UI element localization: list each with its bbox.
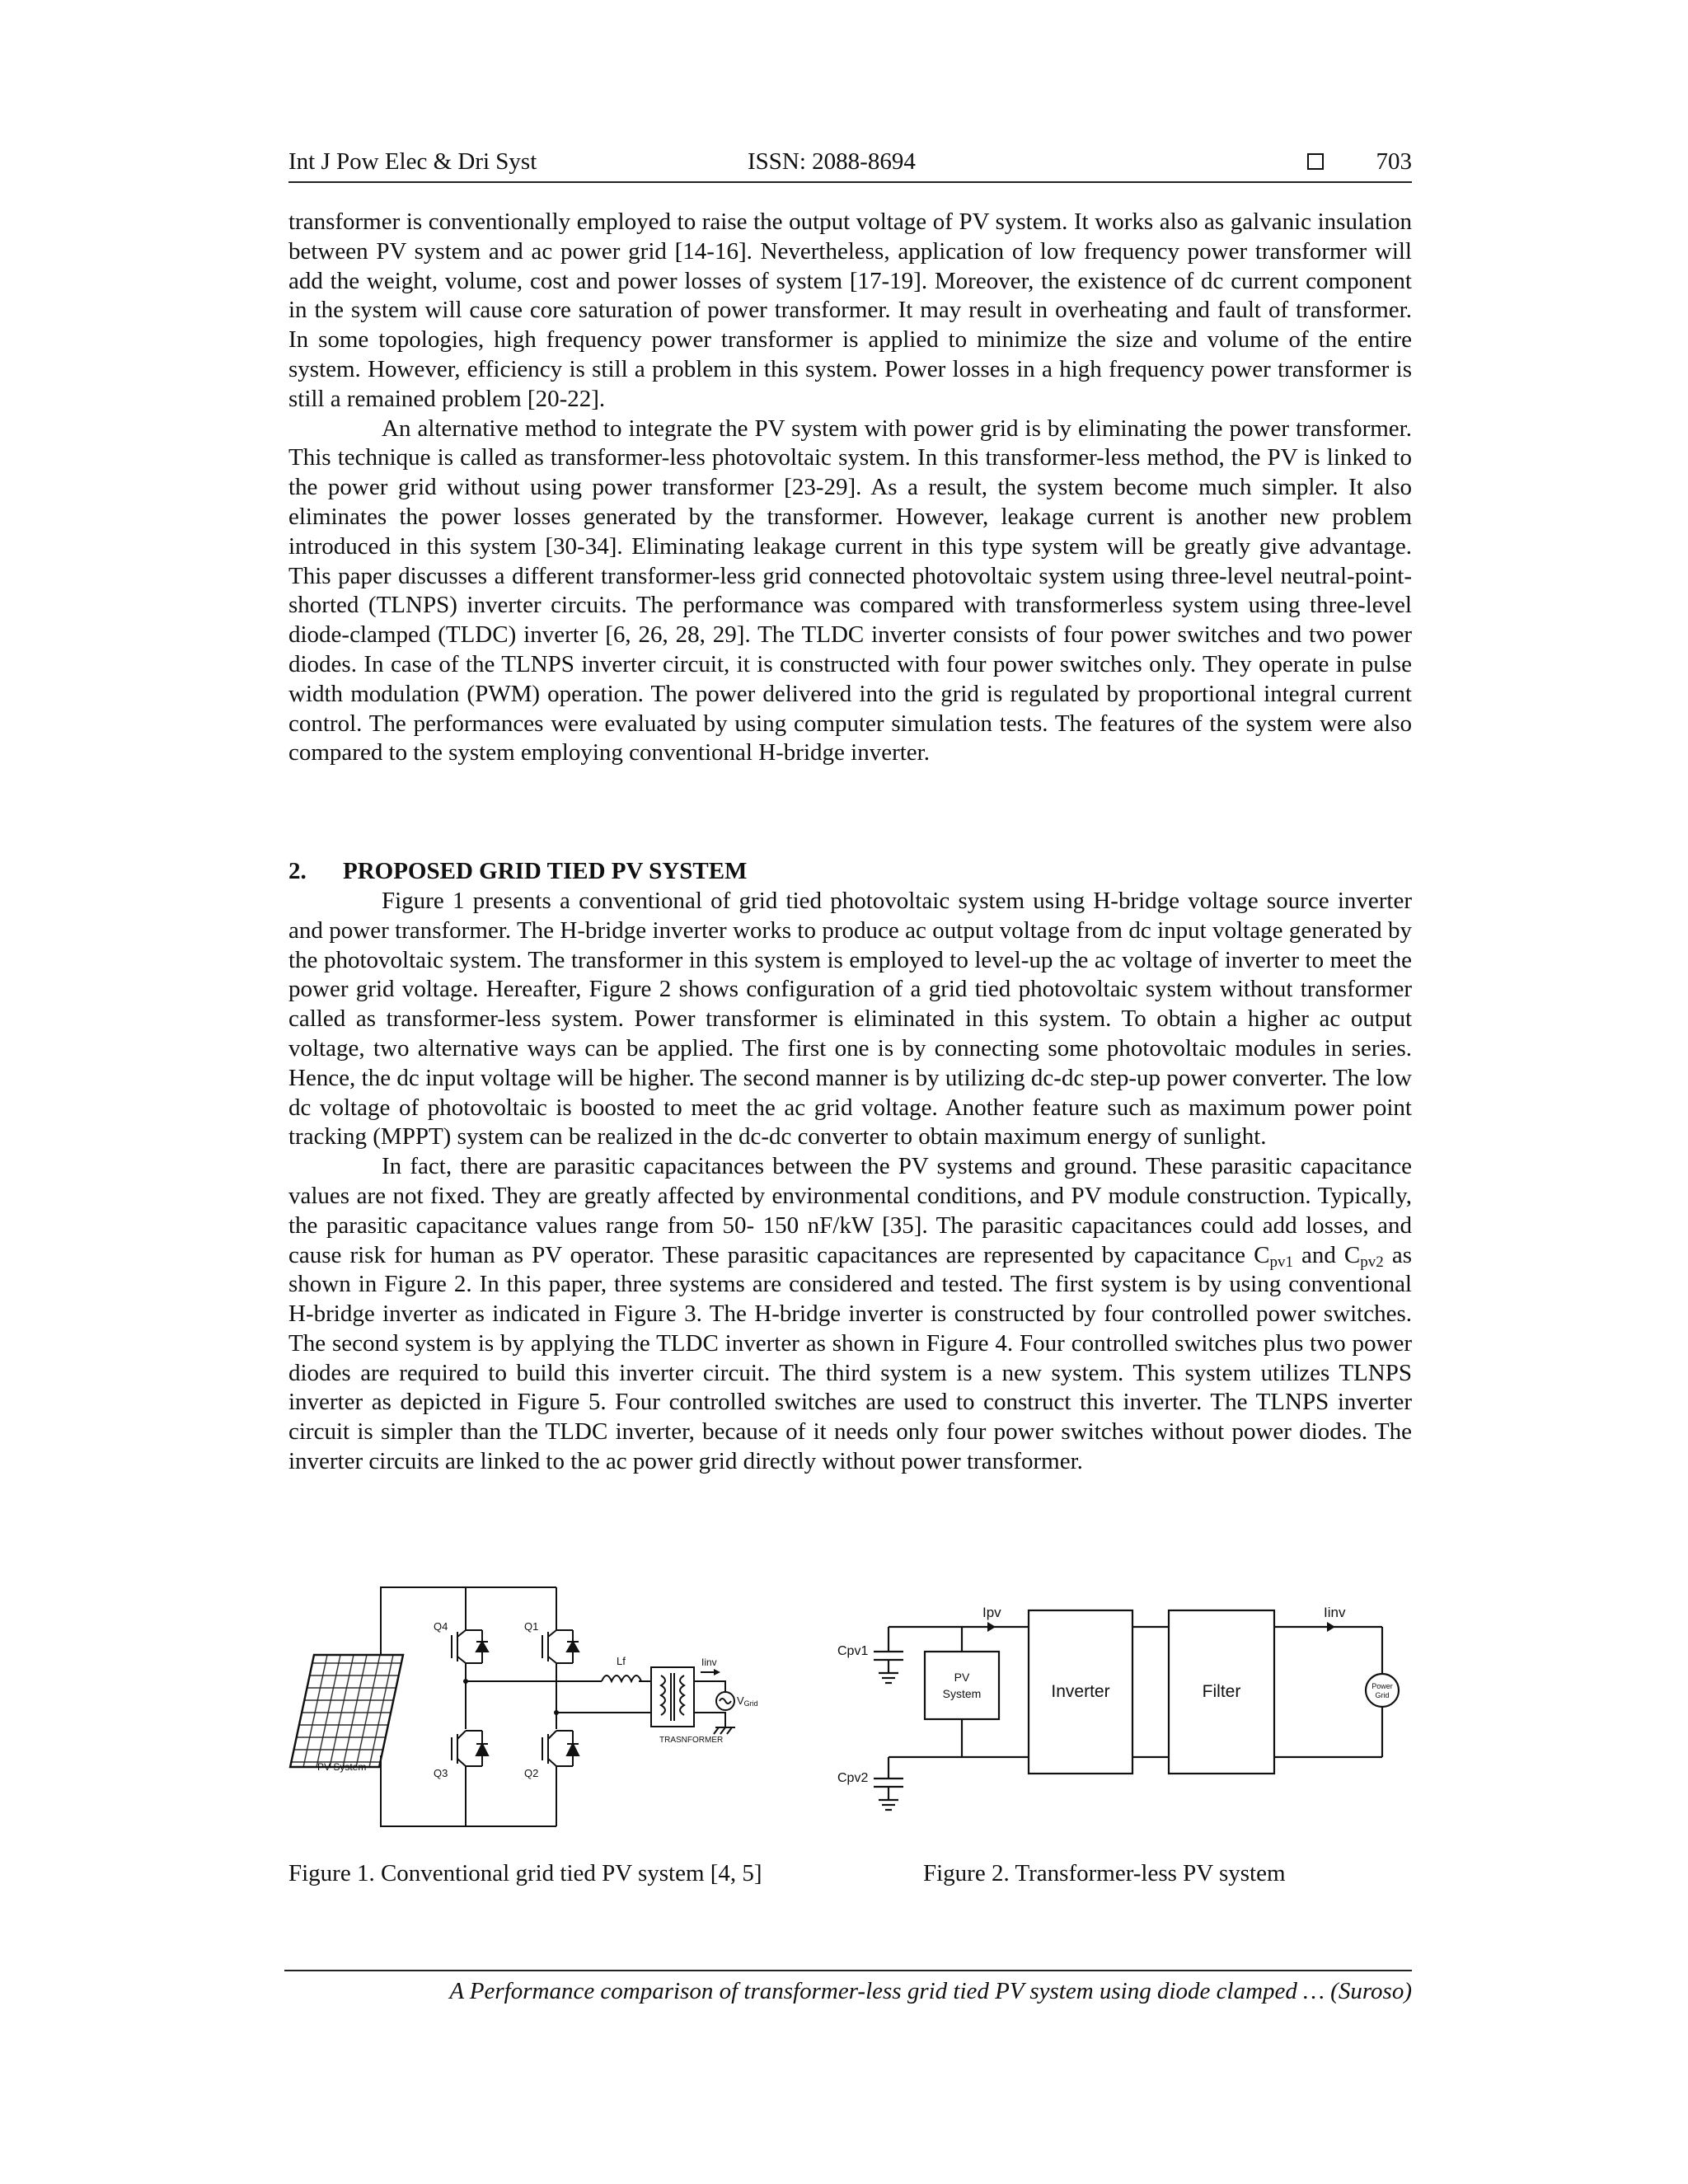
label-q2: Q2: [524, 1767, 539, 1779]
body-text: [288, 208, 1412, 1477]
figure-1-circuit: [288, 1581, 801, 1833]
label-iinv: Iinv: [701, 1657, 717, 1668]
label-inverter: Inverter: [1051, 1682, 1110, 1701]
figure-1-caption: Figure 1. Conventional grid tied PV system [4, 5]: [288, 1860, 762, 1886]
label-iinv: Iinv: [1324, 1605, 1346, 1620]
switch-q3-icon: [452, 1731, 488, 1766]
label-pv-system: PV System: [317, 1761, 367, 1773]
issn: ISSN: 2088-8694: [748, 148, 916, 175]
page-number: 703: [1376, 148, 1412, 175]
paragraph: transformer is conventionally employed to raise the output voltage of PV system. It works also as galvanic insulation between PV system and ac power grid [14-16]. Nevertheless, application of low frequency power transformer will add the weight, volume, cost and power losses of system [17-19]. Moreover, the existence of dc current component in the system will cause core saturation of power transformer. It may result in overheating and fault of transformer. In some topologies, high frequency power transformer is applied to minimize the size and volume of the entire system. However, efficiency is still a problem in this system. Power losses in a high frequency power transformer is still a remained problem [20-22].: [288, 209, 1412, 412]
section-number: 2.: [288, 858, 307, 885]
paragraph: Figure 1 presents a conventional of grid tied photovoltaic system using H-bridge voltage source inverter and power transformer. The H-bridge inverter works to produce ac output voltage from dc input voltage generated by the photovoltaic system. The transformer in this system is employed to level-up the ac voltage of inverter to meet the power grid voltage. Hereafter, Figure 2 shows configuration of a grid tied photovoltaic system without transformer called as transformer-less system. Power transformer is eliminated in this system. To obtain a higher ac output voltage, two alternative ways can be applied. The first one is by connecting some photovoltaic modules in series. Hence, the dc input voltage will be higher. The second manner is by utilizing dc-dc step-up power converter. The low dc voltage of photovoltaic is boosted to meet the ac grid voltage. Another feature such as maximum power point tracking (MPPT) system can be realized in the dc-dc converter to obtain maximum energy of sunlight.: [288, 887, 1412, 1151]
label-grid-line1: Power: [1372, 1682, 1393, 1690]
label-lf: Lf: [617, 1655, 626, 1667]
label-grid-line2: Grid: [1375, 1691, 1390, 1699]
switch-q2-icon: [542, 1731, 579, 1766]
label-vgrid: VGrid: [737, 1694, 758, 1708]
label-pv-system-line1: PV: [954, 1671, 970, 1684]
label-q4: Q4: [434, 1620, 448, 1633]
label-q1: Q1: [524, 1620, 539, 1633]
figure-2-caption: Figure 2. Transformer-less PV system: [923, 1860, 1286, 1886]
paragraph: An alternative method to integrate the PV system with power grid is by eliminating the power transformer. This technique is called as transformer-less photovoltaic system. In this transformer-less method, the PV is linked to the power grid without using power transformer [23-29]. As a result, the system become much simpler. It also eliminates the power losses generated by the transformer. However, leakage current is another new problem introduced in this system [30-34]. Eliminating leakage current in this type system will be greatly give advantage. This paper discusses a different transformer-less grid connected photovoltaic system using three-level neutral-point-shorted (TLNPS) inverter circuits. The performance was compared with transformerless system using three-level diode-clamped (TLDC) inverter [6, 26, 28, 29]. The TLDC inverter consists of four power switches and two power diodes. In case of the TLNPS inverter circuit, it is constructed with four power switches only. They operate in pulse width modulation (PWM) operation. The power delivered into the grid is regulated by proportional integral current control. The performances were evaluated by using computer simulation tests. The features of the system were also compared to the system employing conventional H-bridge inverter.: [288, 415, 1412, 766]
label-filter: Filter: [1202, 1682, 1241, 1701]
switch-q4-icon: [452, 1630, 488, 1663]
label-cpv2: Cpv2: [837, 1771, 869, 1785]
label-transformer: TRASNFORMER: [659, 1736, 724, 1745]
page-header: [288, 145, 1412, 183]
square-bullet-icon: [1307, 153, 1324, 170]
page-footer: [284, 1970, 1412, 2004]
figure-2-block-diagram: [834, 1584, 1411, 1833]
label-cpv1: Cpv1: [837, 1644, 869, 1658]
label-ipv: Ipv: [982, 1605, 1001, 1620]
label-q3: Q3: [434, 1767, 448, 1779]
paragraph: In fact, there are parasitic capacitances between the PV systems and ground. These parasitic capacitance values are not fixed. They are greatly affected by environmental conditions, and PV module construction. Typically, the parasitic capacitance values range from 50- 150 nF/kW [35]. The parasitic capacitances could add losses, and cause risk for human as PV operator. These parasitic capacitances are represented by capacitance $C_{pv1}$ and $C_{pv2}$ as shown in Figure 2. In this paper, three systems are considered and tested. The first system is by using conventional H-bridge inverter as indicated in Figure 3. The H-bridge inverter is constructed by four controlled power switches. The second system is by applying the TLDC inverter as shown in Figure 4. Four controlled switches plus two power diodes are required to build this inverter circuit. The third system is a new system. This system utilizes TLNPS inverter as depicted in Figure 5. Four controlled switches are used to construct this inverter. The TLNPS inverter circuit is simpler than the TLDC inverter, because of it needs only four power switches without power diodes. The inverter circuits are linked to the ac power grid directly without power transformer.: [288, 1153, 1412, 1475]
label-pv-system-line2: System: [942, 1687, 982, 1700]
journal-name: Int J Pow Elec & Dri Syst: [288, 148, 537, 175]
section-heading: [288, 857, 1412, 887]
footer-text: A Performance comparison of transformer-less grid tied PV system using diode clamped … (Suroso): [449, 1978, 1412, 2004]
section-title: PROPOSED GRID TIED PV SYSTEM: [343, 858, 748, 885]
pv-panel-icon: [290, 1655, 403, 1767]
switch-q1-icon: [542, 1630, 579, 1663]
